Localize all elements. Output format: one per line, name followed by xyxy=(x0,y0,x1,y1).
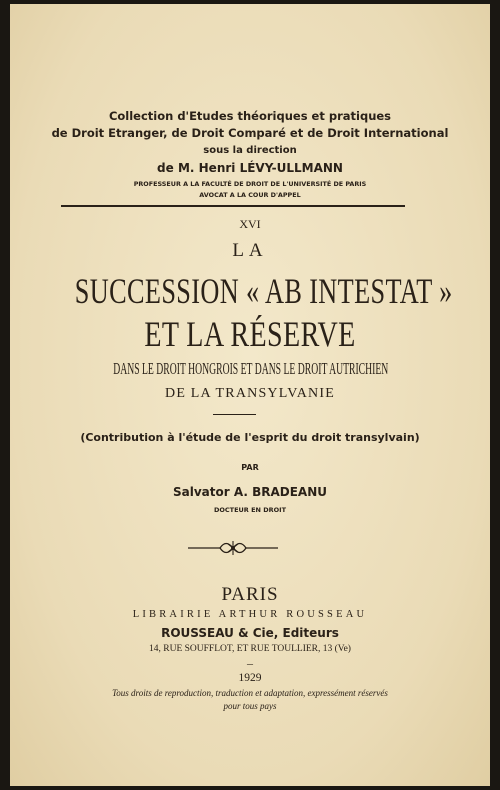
ornamental-fleuron-icon xyxy=(188,537,278,559)
publisher-city: PARIS xyxy=(221,584,279,605)
volume-number: XVI xyxy=(239,217,261,231)
title-subtitle-1: DANS LE DROIT HONGROIS ET DANS LE DROIT AUTRICHIEN xyxy=(113,359,389,378)
publisher-dash: – xyxy=(247,656,253,670)
author-name: Salvator A. BRADEANU xyxy=(172,485,327,499)
header-line-6: AVOCAT A LA COUR D'APPEL xyxy=(199,191,301,199)
header-line-3: sous la direction xyxy=(203,145,297,156)
header-line-2: de Droit Etranger, de Droit Comparé et de Droit International xyxy=(51,126,449,140)
publisher-librairie: LIBRAIRIE ARTHUR ROUSSEAU xyxy=(132,609,368,620)
header-rule xyxy=(61,205,405,207)
contribution-note: (Contribution à l'étude de l'esprit du droit transylvain) xyxy=(80,431,420,444)
rights-notice-2: pour tous pays xyxy=(223,701,277,711)
title-subtitle-2: DE LA TRANSYLVANIE xyxy=(165,386,335,401)
header-line-4: de M. Henri LÉVY-ULLMANN xyxy=(157,161,343,175)
publisher-editors: ROUSSEAU & Cie, Editeurs xyxy=(161,626,339,640)
title-article: LA xyxy=(232,240,268,261)
header-line-1: Collection d'Etudes théoriques et pratiques xyxy=(108,109,392,123)
title-page xyxy=(10,4,490,786)
author-title: DOCTEUR EN DROIT xyxy=(213,506,287,514)
title-line-2: ET LA RÉSERVE xyxy=(144,314,356,354)
par-label: PAR xyxy=(241,463,259,472)
title-main: SUCCESSION « AB INTESTAT » xyxy=(74,271,453,311)
rights-notice-1: Tous droits de reproduction, traduction et adaptation, expressément réservés xyxy=(112,688,388,698)
publisher-address: 14, RUE SOUFFLOT, ET RUE TOULLIER, 13 (Ve) xyxy=(149,644,351,654)
publication-year: 1929 xyxy=(238,672,262,684)
title-rule xyxy=(213,414,256,415)
header-line-5: PROFESSEUR A LA FACULTÉ DE DROIT DE L'UNIVERSITÉ DE PARIS xyxy=(133,180,367,188)
